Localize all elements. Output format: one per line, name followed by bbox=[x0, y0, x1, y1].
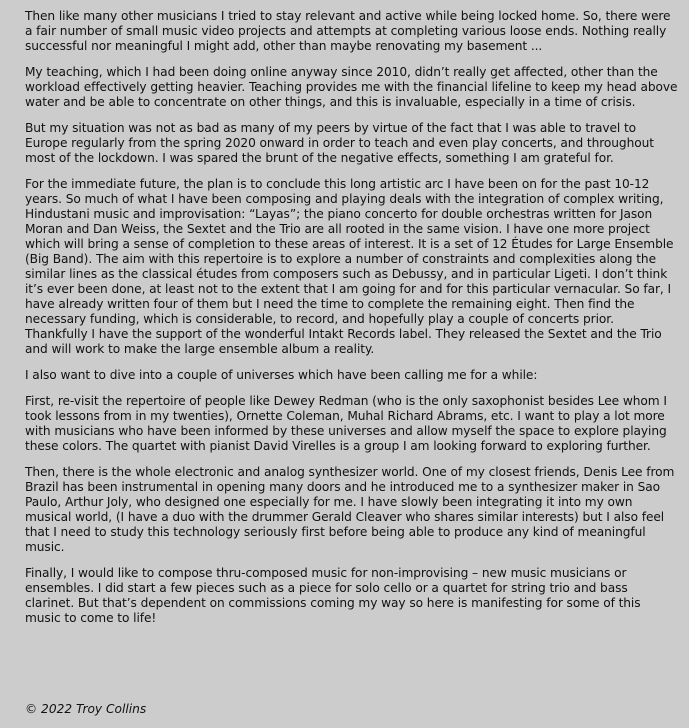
paragraph-synthesizer-world: Then, there is the whole electronic and analog synthesizer world. One of my closest friends, Denis Lee from Brazil has been instrumental in opening many doors and he introduced me to a synthesizer maker in Sao Paulo, Arthur Joly, who designed one especially for me. I have slowly been integrating it into my own musical world, (I have a duo with the drummer Gerald Cleaver who shares similar interests) but I also feel that I need to study this technology seriously first before being able to produce any kind of meaningful music. bbox=[25, 465, 675, 554]
paragraph-universes-intro: I also want to dive into a couple of universes which have been calling me for a while: bbox=[25, 368, 538, 382]
paragraph-teaching: My teaching, which I had been doing online anyway since 2010, didn’t really get affected, other than the workload effectively getting heavier. Teaching provides me with the financial lifeline to keep my head above water and be able to concentrate on other things, and this is invaluable, especially in a time of crisis. bbox=[25, 65, 678, 109]
paragraph-repertoire-revisit: First, re-visit the repertoire of people like Dewey Redman (who is the only saxophonist besides Lee whom I took lessons from in my twenties), Ornette Coleman, Muhal Richard Abrams, etc. I want to play a lot more with musicians who have been informed by these universes and allow myself the space to explore playing these colors. The quartet with pianist David Virelles is a group I am looking forward to exploring further. bbox=[25, 394, 667, 453]
paragraph-lockdown-projects: Then like many other musicians I tried to stay relevant and active while being locked home. So, there were a fair number of small music video projects and attempts at completing various loose ends. Nothing really successful nor meaningful I might add, other than maybe renovating my basement ... bbox=[25, 9, 671, 53]
copyright-notice: © 2022 Troy Collins bbox=[25, 702, 147, 716]
paragraph-thru-composed-music: Finally, I would like to compose thru-composed music for non-improvising – new music musicians or ensembles. I did start a few pieces such as a piece for solo cello or a quartet for string trio and bass clarinet. But that’s dependent on commissions coming my way so here is manifesting for some of this music to come to life! bbox=[25, 566, 641, 625]
paragraph-travel-europe: But my situation was not as bad as many of my peers by virtue of the fact that I was able to travel to Europe regularly from the spring 2020 onward in order to teach and even play concerts, and throughout most of the lockdown. I was spared the brunt of the negative effects, something I am grateful for. bbox=[25, 121, 654, 165]
paragraph-immediate-future: For the immediate future, the plan is to conclude this long artistic arc I have been on for the past 10-12 years. So much of what I have been composing and playing deals with the integration of complex writing, Hindustani music and improvisation: “Layas”; the piano concerto for double orchestras written for Jason Moran and Dan Weiss, the Sextet and the Trio are all rooted in the same vision. I have one more project which will bring a sense of completion to these areas of interest. It is a set of 12 Études for Large Ensemble (Big Band). The aim with this repertoire is to explore a number of constraints and complexities along the similar lines as the classical études from composers such as Debussy, and in particular Ligeti. I don’t think it’s ever been done, at least not to the extent that I am going for and for this particular vernacular. So far, I have already written four of them but I need the time to complete the remaining eight. Then find the necessary funding, which is considerable, to record, and hopefully play a couple of concerts prior. Thankfully I have the support of the wonderful Intakt Records label. They released the Sextet and the Trio and will work to make the large ensemble album a reality. bbox=[25, 177, 674, 356]
